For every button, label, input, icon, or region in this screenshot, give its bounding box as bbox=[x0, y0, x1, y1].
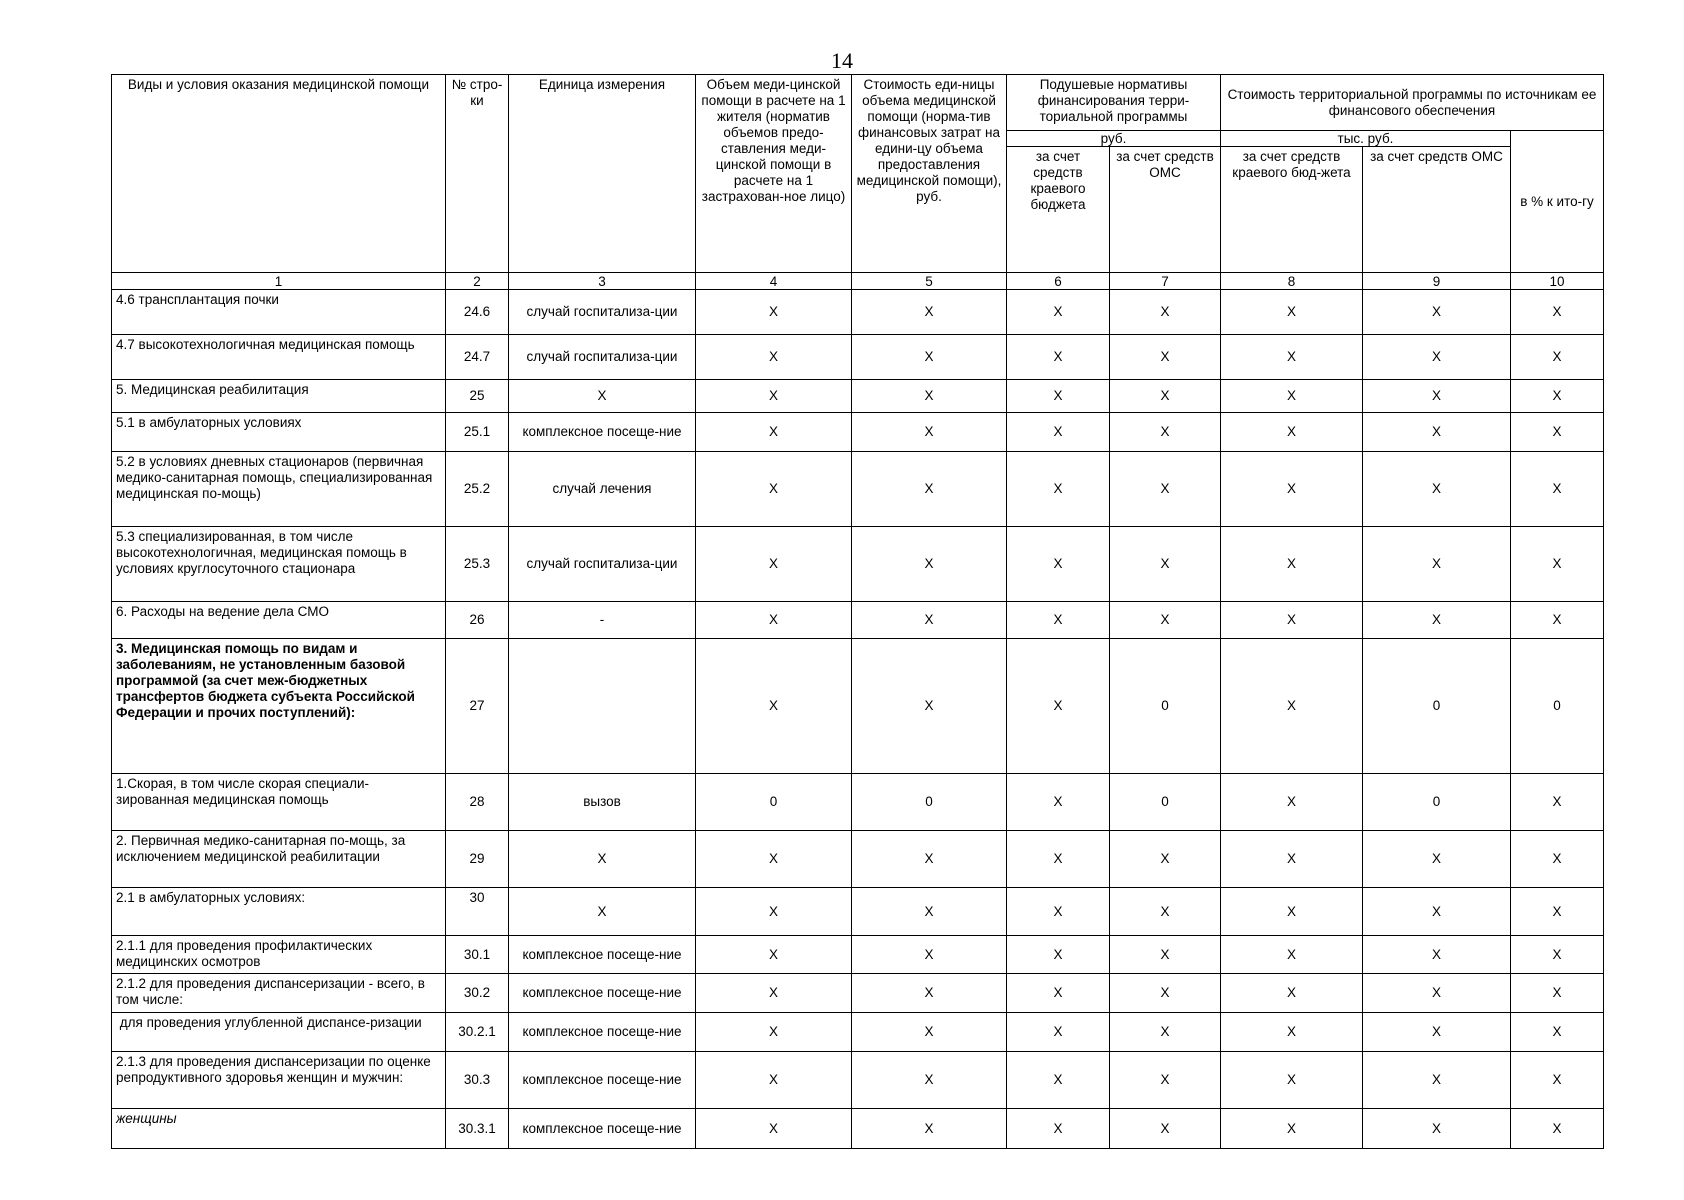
row-line-number: 25.1 bbox=[446, 413, 509, 452]
row-line-number: 24.7 bbox=[446, 335, 509, 380]
header-row-1 bbox=[112, 75, 1604, 131]
cell-oms-rub: X bbox=[1110, 413, 1221, 452]
row-line-number: 30.3 bbox=[446, 1052, 509, 1109]
cell-unit-cost: X bbox=[852, 413, 1007, 452]
cell-volume: X bbox=[696, 380, 852, 413]
column-number: 10 bbox=[1511, 273, 1604, 290]
cell-unit-cost: X bbox=[852, 290, 1007, 335]
cell-budget-rub: X bbox=[1007, 1052, 1110, 1109]
column-number: 9 bbox=[1363, 273, 1511, 290]
row-name: 2.1.1 для проведения профилактических медицинских осмотров bbox=[112, 936, 446, 974]
row-line-number: 26 bbox=[446, 602, 509, 639]
row-line-number: 28 bbox=[446, 774, 509, 831]
cell-budget-rub: X bbox=[1007, 413, 1110, 452]
table-row bbox=[112, 831, 1604, 888]
table-row bbox=[112, 774, 1604, 831]
cell-volume: X bbox=[696, 1109, 852, 1149]
cell-volume: X bbox=[696, 831, 852, 888]
header-percent-total: в % к ито-гу bbox=[1511, 131, 1604, 273]
cell-budget-rub: X bbox=[1007, 936, 1110, 974]
row-line-number: 29 bbox=[446, 831, 509, 888]
cell-oms-rub: X bbox=[1110, 888, 1221, 936]
row-line-number: 30.2.1 bbox=[446, 1013, 509, 1052]
cell-unit-cost: X bbox=[852, 639, 1007, 774]
column-number: 3 bbox=[509, 273, 696, 290]
row-unit: комплексное посеще-ние bbox=[509, 1013, 696, 1052]
cell-oms-rub: X bbox=[1110, 335, 1221, 380]
row-name: 1.Скорая, в том числе скорая специали-зированная медицинская помощь bbox=[112, 774, 446, 831]
cell-percent: X bbox=[1511, 1013, 1604, 1052]
cell-budget-rub: X bbox=[1007, 974, 1110, 1013]
row-unit: комплексное посеще-ние bbox=[509, 936, 696, 974]
row-line-number: 25.3 bbox=[446, 527, 509, 602]
cell-budget-rub: X bbox=[1007, 602, 1110, 639]
header-unit-thousand-rub: тыс. руб. bbox=[1221, 131, 1511, 147]
cell-budget-rub: X bbox=[1007, 831, 1110, 888]
row-unit: - bbox=[509, 602, 696, 639]
cell-oms-thousand: X bbox=[1363, 452, 1511, 527]
cell-oms-thousand: X bbox=[1363, 380, 1511, 413]
cell-oms-rub: X bbox=[1110, 1052, 1221, 1109]
table-row bbox=[112, 413, 1604, 452]
cell-oms-rub: X bbox=[1110, 290, 1221, 335]
row-line-number: 27 bbox=[446, 639, 509, 774]
cell-oms-rub: X bbox=[1110, 527, 1221, 602]
cell-budget-thousand: X bbox=[1221, 413, 1363, 452]
row-line-number: 30.2 bbox=[446, 974, 509, 1013]
column-number: 8 bbox=[1221, 273, 1363, 290]
cell-oms-rub: X bbox=[1110, 380, 1221, 413]
row-unit: случай госпитализа-ции bbox=[509, 290, 696, 335]
header-regional-budget-rub: за счет средств краевого бюджета bbox=[1007, 147, 1110, 273]
cell-unit-cost: X bbox=[852, 335, 1007, 380]
table-row bbox=[112, 888, 1604, 936]
header-line-number: № стро-ки bbox=[446, 75, 509, 273]
cell-budget-thousand: X bbox=[1221, 774, 1363, 831]
cell-unit-cost: X bbox=[852, 380, 1007, 413]
cell-unit-cost: X bbox=[852, 452, 1007, 527]
cell-budget-thousand: X bbox=[1221, 527, 1363, 602]
page-number: 14 bbox=[831, 48, 853, 73]
table-row bbox=[112, 1109, 1604, 1149]
cell-percent: X bbox=[1511, 888, 1604, 936]
cell-oms-rub: X bbox=[1110, 602, 1221, 639]
cell-volume: X bbox=[696, 527, 852, 602]
cell-percent: X bbox=[1511, 974, 1604, 1013]
row-unit: X bbox=[509, 831, 696, 888]
column-number: 4 bbox=[696, 273, 852, 290]
row-line-number: 30.1 bbox=[446, 936, 509, 974]
cell-percent: X bbox=[1511, 380, 1604, 413]
cell-percent: 0 bbox=[1511, 639, 1604, 774]
row-unit: X bbox=[509, 380, 696, 413]
table-row bbox=[112, 639, 1604, 774]
row-name: 2.1 в амбулаторных условиях: bbox=[112, 888, 446, 936]
cell-percent: X bbox=[1511, 1052, 1604, 1109]
cell-budget-thousand: X bbox=[1221, 1052, 1363, 1109]
row-name: 5.2 в условиях дневных стационаров (первичная медико-санитарная помощь, специализированная медицинская по-мощь) bbox=[112, 452, 446, 527]
cell-volume: X bbox=[696, 639, 852, 774]
header-volume: Объем меди-цинской помощи в расчете на 1 жителя (норматив объемов предо-ставления меди-цинской помощи в расчете на 1 застрахован-ное лицо) bbox=[696, 75, 852, 273]
row-unit bbox=[509, 639, 696, 774]
row-unit: вызов bbox=[509, 774, 696, 831]
cell-budget-thousand: X bbox=[1221, 602, 1363, 639]
cell-volume: 0 bbox=[696, 774, 852, 831]
cell-percent: X bbox=[1511, 413, 1604, 452]
cell-oms-rub: X bbox=[1110, 831, 1221, 888]
header-oms-rub: за счет средств ОМС bbox=[1110, 147, 1221, 273]
cell-budget-thousand: X bbox=[1221, 335, 1363, 380]
cell-unit-cost: X bbox=[852, 1052, 1007, 1109]
row-name: 3. Медицинская помощь по видам и заболеваниям, не установленным базовой программой (за счет меж-бюджетных трансфертов бюджета субъекта Российской Федерации и прочих поступлений): bbox=[112, 639, 446, 774]
cell-oms-thousand: X bbox=[1363, 1013, 1511, 1052]
cell-percent: X bbox=[1511, 1109, 1604, 1149]
column-number: 7 bbox=[1110, 273, 1221, 290]
cell-volume: X bbox=[696, 602, 852, 639]
cell-volume: X bbox=[696, 1052, 852, 1109]
cell-budget-thousand: X bbox=[1221, 936, 1363, 974]
table-row bbox=[112, 452, 1604, 527]
cell-budget-rub: X bbox=[1007, 380, 1110, 413]
cell-unit-cost: X bbox=[852, 888, 1007, 936]
cell-budget-thousand: X bbox=[1221, 1013, 1363, 1052]
cell-unit-cost: X bbox=[852, 1013, 1007, 1052]
header-per-capita-group: Подушевые нормативы финансирования терри-ториальной программы bbox=[1007, 75, 1221, 131]
row-name: 5. Медицинская реабилитация bbox=[112, 380, 446, 413]
cell-oms-rub: 0 bbox=[1110, 774, 1221, 831]
cell-budget-thousand: X bbox=[1221, 1109, 1363, 1149]
row-line-number: 25 bbox=[446, 380, 509, 413]
table-row bbox=[112, 335, 1604, 380]
row-unit: случай госпитализа-ции bbox=[509, 527, 696, 602]
cell-oms-thousand: X bbox=[1363, 888, 1511, 936]
cell-oms-rub: 0 bbox=[1110, 639, 1221, 774]
cell-volume: X bbox=[696, 413, 852, 452]
row-unit: комплексное посеще-ние bbox=[509, 974, 696, 1013]
cell-budget-thousand: X bbox=[1221, 888, 1363, 936]
table-row bbox=[112, 1052, 1604, 1109]
cell-oms-rub: X bbox=[1110, 936, 1221, 974]
cell-unit-cost: X bbox=[852, 527, 1007, 602]
cell-percent: X bbox=[1511, 831, 1604, 888]
cell-percent: X bbox=[1511, 936, 1604, 974]
cell-budget-rub: X bbox=[1007, 1013, 1110, 1052]
cell-volume: X bbox=[696, 452, 852, 527]
cell-oms-thousand: 0 bbox=[1363, 774, 1511, 831]
cell-percent: X bbox=[1511, 290, 1604, 335]
table-row bbox=[112, 380, 1604, 413]
cell-volume: X bbox=[696, 974, 852, 1013]
row-unit: случай госпитализа-ции bbox=[509, 335, 696, 380]
cell-budget-rub: X bbox=[1007, 452, 1110, 527]
header-unit-cost: Стоимость еди-ницы объема медицинской помощи (норма-тив финансовых затрат на едини-цу объема предоставления медицинской помощи), руб. bbox=[852, 75, 1007, 273]
cell-oms-rub: X bbox=[1110, 452, 1221, 527]
row-name: 4.7 высокотехнологичная медицинская помощь bbox=[112, 335, 446, 380]
table-row bbox=[112, 1013, 1604, 1052]
cell-oms-rub: X bbox=[1110, 974, 1221, 1013]
table-row bbox=[112, 936, 1604, 974]
table-row bbox=[112, 290, 1604, 335]
row-line-number: 25.2 bbox=[446, 452, 509, 527]
cell-budget-thousand: X bbox=[1221, 639, 1363, 774]
cell-budget-rub: X bbox=[1007, 290, 1110, 335]
table-row bbox=[112, 974, 1604, 1013]
cell-unit-cost: X bbox=[852, 831, 1007, 888]
column-number: 1 bbox=[112, 273, 446, 290]
cell-volume: X bbox=[696, 888, 852, 936]
header-oms-thousand: за счет средств ОМС bbox=[1363, 147, 1511, 273]
cell-oms-thousand: X bbox=[1363, 413, 1511, 452]
cell-oms-thousand: X bbox=[1363, 974, 1511, 1013]
cell-oms-thousand: X bbox=[1363, 831, 1511, 888]
row-name: женщины bbox=[112, 1109, 446, 1149]
row-name: 2.1.3 для проведения диспансеризации по оценке репродуктивного здоровья женщин и мужчин: bbox=[112, 1052, 446, 1109]
cell-unit-cost: 0 bbox=[852, 774, 1007, 831]
cell-volume: X bbox=[696, 290, 852, 335]
cell-budget-rub: X bbox=[1007, 774, 1110, 831]
cell-percent: X bbox=[1511, 335, 1604, 380]
column-number-row bbox=[112, 273, 1604, 290]
cell-oms-thousand: 0 bbox=[1363, 639, 1511, 774]
row-name: 2. Первичная медико-санитарная по-мощь, за исключением медицинской реабилитации bbox=[112, 831, 446, 888]
row-name: 2.1.2 для проведения диспансеризации - всего, в том числе: bbox=[112, 974, 446, 1013]
row-line-number: 24.6 bbox=[446, 290, 509, 335]
cell-oms-thousand: X bbox=[1363, 602, 1511, 639]
cell-oms-rub: X bbox=[1110, 1013, 1221, 1052]
table-row bbox=[112, 602, 1604, 639]
row-name: для проведения углубленной диспансе-ризации bbox=[112, 1013, 446, 1052]
column-number: 6 bbox=[1007, 273, 1110, 290]
cell-unit-cost: X bbox=[852, 602, 1007, 639]
cell-unit-cost: X bbox=[852, 936, 1007, 974]
header-unit-rub: руб. bbox=[1007, 131, 1221, 147]
cell-percent: X bbox=[1511, 452, 1604, 527]
cell-unit-cost: X bbox=[852, 1109, 1007, 1149]
cell-budget-thousand: X bbox=[1221, 831, 1363, 888]
row-name: 6. Расходы на ведение дела СМО bbox=[112, 602, 446, 639]
cell-budget-rub: X bbox=[1007, 335, 1110, 380]
cell-unit-cost: X bbox=[852, 974, 1007, 1013]
row-unit: комплексное посеще-ние bbox=[509, 413, 696, 452]
row-line-number: 30 bbox=[446, 888, 509, 936]
row-name: 5.1 в амбулаторных условиях bbox=[112, 413, 446, 452]
cell-budget-rub: X bbox=[1007, 888, 1110, 936]
cell-budget-thousand: X bbox=[1221, 380, 1363, 413]
cell-oms-thousand: X bbox=[1363, 290, 1511, 335]
cell-oms-thousand: X bbox=[1363, 335, 1511, 380]
cell-percent: X bbox=[1511, 527, 1604, 602]
column-number: 2 bbox=[446, 273, 509, 290]
row-name: 5.3 специализированная, в том числе высокотехнологичная, медицинская помощь в условиях круглосуточного стационара bbox=[112, 527, 446, 602]
cell-oms-thousand: X bbox=[1363, 1052, 1511, 1109]
cell-percent: X bbox=[1511, 774, 1604, 831]
row-unit: комплексное посеще-ние bbox=[509, 1109, 696, 1149]
header-cost-group: Стоимость территориальной программы по источникам ее финансового обеспечения bbox=[1221, 75, 1604, 131]
cell-volume: X bbox=[696, 335, 852, 380]
table-row bbox=[112, 527, 1604, 602]
row-line-number: 30.3.1 bbox=[446, 1109, 509, 1149]
cell-oms-thousand: X bbox=[1363, 527, 1511, 602]
cell-budget-thousand: X bbox=[1221, 290, 1363, 335]
cell-budget-rub: X bbox=[1007, 1109, 1110, 1149]
cell-oms-thousand: X bbox=[1363, 1109, 1511, 1149]
row-name: 4.6 трансплантация почки bbox=[112, 290, 446, 335]
cell-budget-thousand: X bbox=[1221, 974, 1363, 1013]
row-unit: X bbox=[509, 888, 696, 936]
row-unit: комплексное посеще-ние bbox=[509, 1052, 696, 1109]
column-number: 5 bbox=[852, 273, 1007, 290]
header-unit: Единица измерения bbox=[509, 75, 696, 273]
header-type-conditions: Виды и условия оказания медицинской помощи bbox=[112, 75, 446, 273]
cell-volume: X bbox=[696, 936, 852, 974]
cell-budget-rub: X bbox=[1007, 527, 1110, 602]
cell-percent: X bbox=[1511, 602, 1604, 639]
program-cost-table bbox=[111, 74, 1604, 1149]
row-unit: случай лечения bbox=[509, 452, 696, 527]
cell-oms-thousand: X bbox=[1363, 936, 1511, 974]
cell-oms-rub: X bbox=[1110, 1109, 1221, 1149]
cell-budget-thousand: X bbox=[1221, 452, 1363, 527]
cell-budget-rub: X bbox=[1007, 639, 1110, 774]
cell-volume: X bbox=[696, 1013, 852, 1052]
header-regional-budget-thousand: за счет средств краевого бюд-жета bbox=[1221, 147, 1363, 273]
